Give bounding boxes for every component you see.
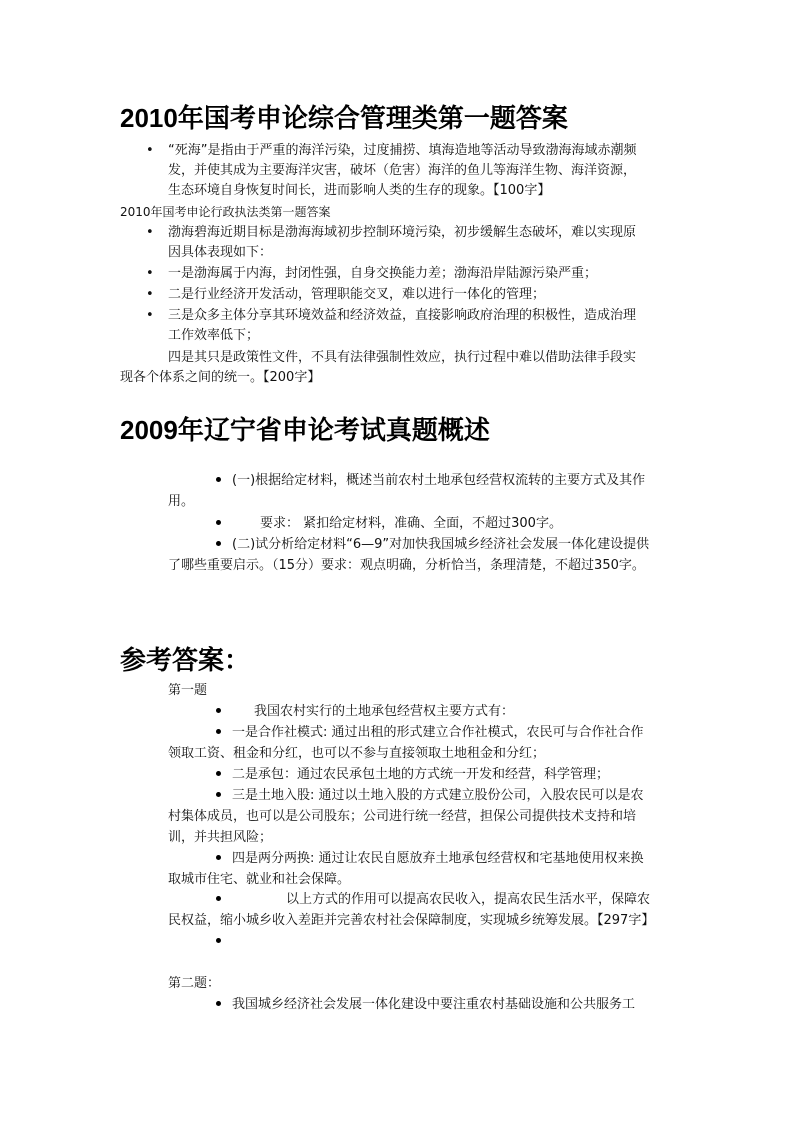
bullet-marker bbox=[216, 723, 221, 743]
bullet-marker bbox=[216, 995, 221, 1015]
bullet-marker: • bbox=[146, 225, 154, 240]
s1-bullet5-line1: 三是众多主体分享其环境效益和经济效益，直接影响政府治理的积极性，造成治理 bbox=[168, 308, 637, 323]
bullet-marker bbox=[216, 849, 221, 869]
bullet-marker bbox=[216, 702, 221, 722]
s1-bullet3: 一是渤海属于内海，封闭性强，自身交换能力差；渤海沿岸陆源污染严重； bbox=[168, 266, 598, 281]
heading-2010-comprehensive: 2010年国考申论综合管理类第一题答案 bbox=[120, 103, 568, 133]
q2-item1: 我国城乡经济社会发展一体化建设中要注重农村基础设施和公共服务工 bbox=[232, 997, 636, 1012]
q1-item3-line1: 三是土地入股: 通过以土地入股的方式建立股份公司，入股农民可以是农 bbox=[232, 788, 644, 803]
q1-item4-line2: 取城市住宅、就业和社会保障。 bbox=[168, 872, 351, 887]
s2-item2: 要求： 紧扣给定材料，准确、全面，不超过300字。 bbox=[260, 516, 562, 531]
q1-item2: 二是承包：通过农民承包土地的方式统一开发和经营，科学管理； bbox=[232, 767, 610, 782]
bullet-marker: • bbox=[146, 143, 154, 158]
q2-label: 第二题： bbox=[168, 976, 221, 991]
bullet-marker bbox=[216, 786, 221, 806]
s1-paragraph-line2: 现各个体系之间的统一。【200字】 bbox=[120, 370, 321, 385]
s1-paragraph-line1: 四是其只是政策性文件，不具有法律强制性效应，执行过程中难以借助法律手段实 bbox=[168, 350, 637, 365]
bullet-marker bbox=[216, 535, 221, 555]
s1-bullet1-line1: “死海”是指由于严重的海洋污染，过度捕捞、填海造地等活动导致渤海海域赤潮频 bbox=[168, 143, 637, 158]
bullet-marker: • bbox=[146, 287, 154, 302]
s1-bullet1-line3: 生态环境自身恢复时间长，进而影响人类的生存的现象。【100字】 bbox=[168, 183, 551, 198]
s2-item1-line2: 用。 bbox=[168, 494, 195, 509]
s2-item3-line2: 了哪些重要启示。（15分）要求：观点明确，分析恰当，条理清楚，不超过350字。 bbox=[168, 558, 645, 573]
bullet-marker bbox=[216, 471, 221, 491]
bullet-marker: • bbox=[146, 308, 154, 323]
bullet-marker bbox=[216, 765, 221, 785]
heading-2009-liaoning: 2009年辽宁省申论考试真题概述 bbox=[120, 415, 490, 445]
q1-item1-line1: 一是合作社模式: 通过出租的形式建立合作社模式，农民可与合作社合作 bbox=[232, 725, 644, 740]
bullet-marker bbox=[216, 514, 221, 534]
s1-bullet1-line2: 发，并使其成为主要海洋灾害，破坏（危害）海洋的鱼儿等海洋生物、海洋资源， bbox=[168, 163, 637, 178]
bullet-marker-empty bbox=[216, 932, 221, 952]
heading-reference-answers: 参考答案： bbox=[120, 645, 251, 675]
q1-label: 第一题 bbox=[168, 683, 208, 698]
q1-item4-line1: 四是两分两换: 通过让农民自愿放弃土地承包经营权和宅基地使用权来换 bbox=[232, 851, 644, 866]
bullet-marker: • bbox=[146, 266, 154, 281]
q1-item1-line2: 领取工资、租金和分红，也可以不参与直接领取土地租金和分红； bbox=[168, 746, 546, 761]
s1-bullet5-line2: 工作效率低下； bbox=[168, 328, 260, 343]
q1-item3-line2: 村集体成员，也可以是公司股东；公司进行统一经营，担保公司提供技术支持和培 bbox=[168, 809, 637, 824]
s1-bullet2-line2: 因具体表现如下： bbox=[168, 245, 273, 260]
q1-item3-line3: 训，并共担风险； bbox=[168, 830, 273, 845]
s1-bullet4: 二是行业经济开发活动，管理职能交叉，难以进行一体化的管理； bbox=[168, 287, 546, 302]
q1-intro: 我国农村实行的土地承包经营权主要方式有： bbox=[254, 704, 515, 719]
q1-item5-line2: 民权益，缩小城乡收入差距并完善农村社会保障制度，实现城乡统筹发展。【297字】 bbox=[168, 913, 655, 928]
s1-bullet2-line1: 渤海碧海近期目标是渤海海域初步控制环境污染，初步缓解生态破坏，难以实现原 bbox=[168, 225, 637, 240]
subheading-2010-enforcement: 2010年国考申论行政执法类第一题答案 bbox=[120, 205, 331, 219]
s2-item1-line1: (一)根据给定材料，概述当前农村土地承包经营权流转的主要方式及其作 bbox=[232, 473, 646, 488]
bullet-marker bbox=[216, 890, 221, 910]
s2-item3-line1: (二)试分析给定材料“6—9”对加快我国城乡经济社会发展一体化建设提供 bbox=[232, 537, 650, 552]
q1-item5-line1: 以上方式的作用可以提高农民收入，提高农民生活水平，保障农 bbox=[286, 892, 651, 907]
